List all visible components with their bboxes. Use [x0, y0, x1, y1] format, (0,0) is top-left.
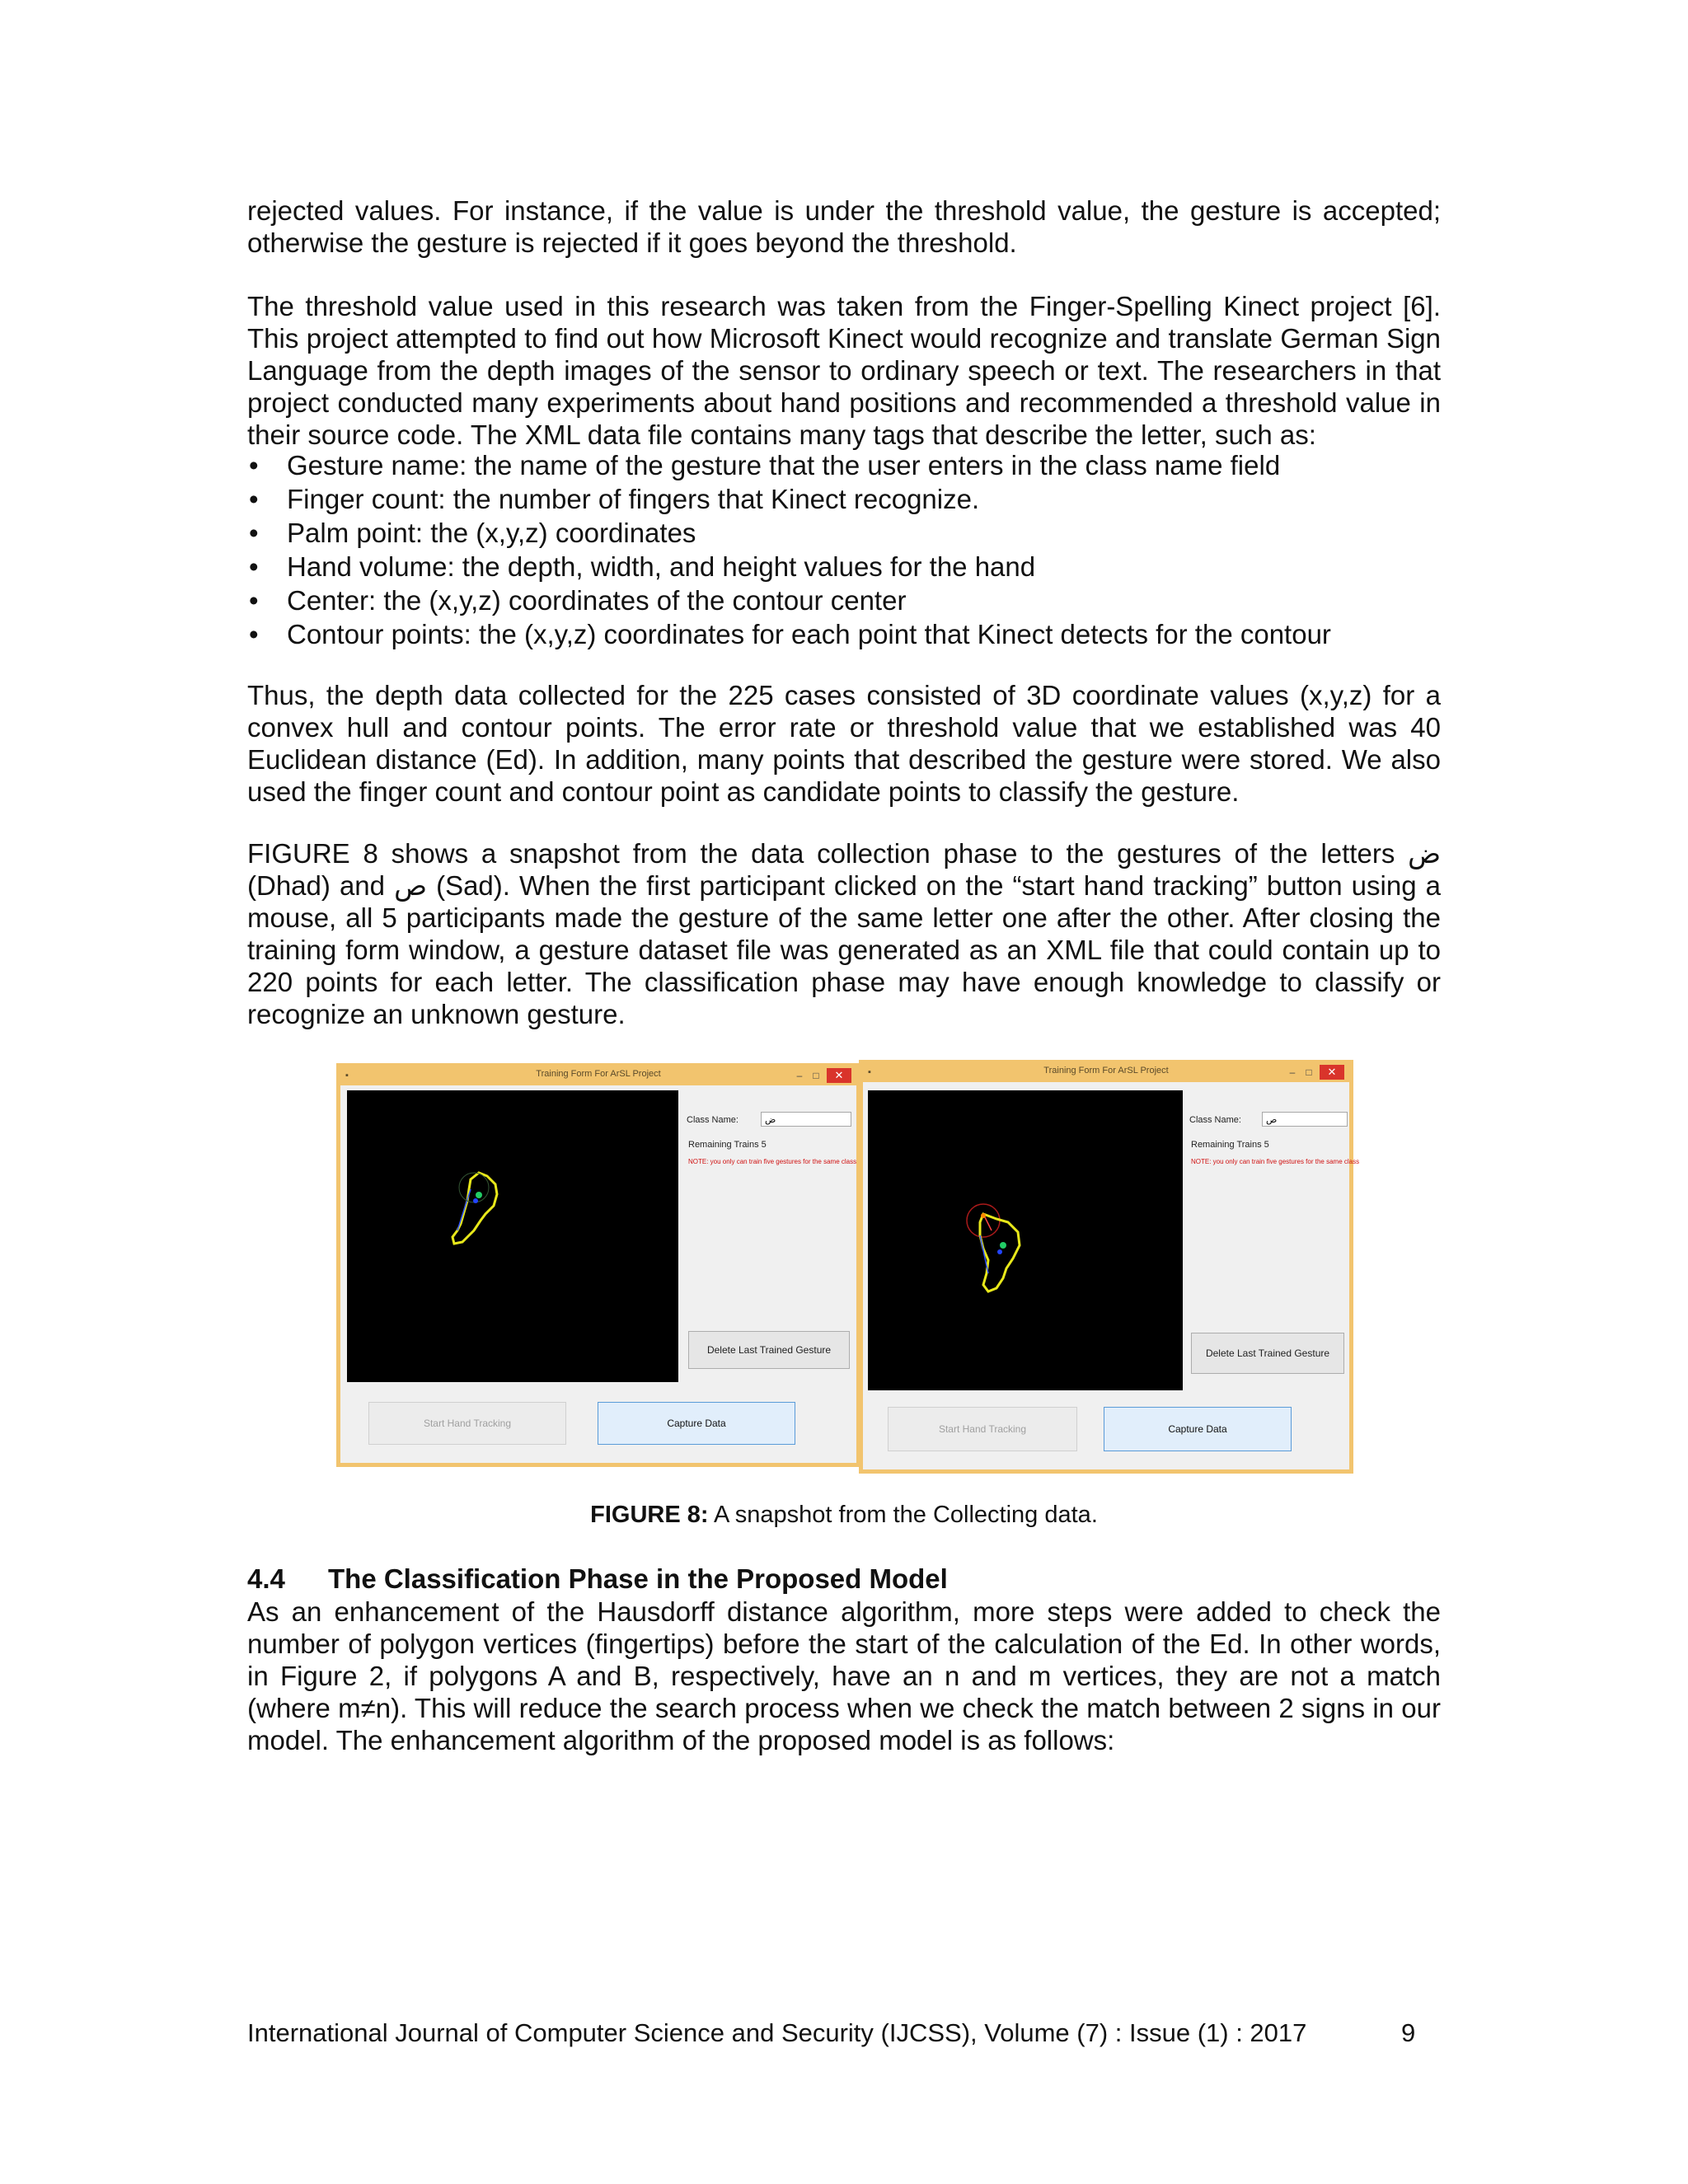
list-item: • Hand volume: the depth, width, and height values for the hand [247, 550, 1441, 583]
hand-contour-graphic [347, 1090, 678, 1382]
class-name-label: Class Name: [687, 1115, 738, 1125]
title-bar [863, 1064, 1349, 1082]
section-heading [247, 1563, 948, 1596]
palm-point [997, 1249, 1002, 1254]
list-item: • Palm point: the (x,y,z) coordinates [247, 516, 1441, 550]
list-item: • Center: the (x,y,z) coordinates of the contour center [247, 583, 1441, 617]
minimize-button[interactable]: – [796, 1070, 803, 1081]
app-icon: ▪ [868, 1067, 871, 1077]
close-button[interactable]: ✕ [827, 1068, 851, 1083]
fingertip-point [981, 1213, 986, 1218]
fingertip-circle [967, 1204, 1000, 1237]
start-hand-tracking-button[interactable]: Start Hand Tracking [888, 1407, 1077, 1451]
figure-8-screenshots [336, 1063, 1365, 1483]
title-bar [340, 1067, 856, 1085]
list-item: • Finger count: the number of fingers that Kinect recognize. [247, 482, 1441, 516]
paragraph-threshold-intro: rejected values. For instance, if the value is under the threshold value, the gesture is accepted; otherwise the gesture is rejected if it goes beyond the threshold. [247, 195, 1441, 258]
palm-point [473, 1198, 478, 1203]
hand-contour [452, 1173, 497, 1244]
capture-data-button[interactable]: Capture Data [1104, 1407, 1292, 1451]
paragraph-figure-description: FIGURE 8 shows a snapshot from the data collection phase to the gestures of the letters ض (Dhad) and ص (Sad). When the first participant clicked on the “start hand tracking” button using a mouse, all 5 participants made the gesture of the same letter one after the other. After closing the training form window, a gesture dataset file was generated as an XML file that could contain up to 220 points for each letter. The classification phase may have enough knowledge to classify or recognize an unknown gesture. [247, 838, 1442, 1029]
list-item: • Gesture name: the name of the gesture that the user enters in the class name field [247, 448, 1441, 482]
figure-caption-text: A snapshot from the Collecting data. [708, 1502, 1098, 1528]
xml-tags-list [247, 448, 1441, 651]
close-button[interactable]: ✕ [1320, 1065, 1344, 1080]
training-form-window-dhad [336, 1063, 860, 1467]
page-number: 9 [1401, 2018, 1416, 2047]
paragraph-threshold-source: The threshold value used in this research was taken from the Finger-Spelling Kinect project [6]. This project attempted to find out how Microsoft Kinect would recognize and translate German Sign Language from the depth images of the sensor to ordinary speech or text. The researchers in that project conducted many experiments about hand positions and recommended a threshold value in their source code. The XML data file contains many tags that describe the letter, such as: [247, 291, 1441, 450]
start-hand-tracking-button[interactable]: Start Hand Tracking [368, 1402, 566, 1445]
hand-contour-graphic [868, 1090, 1183, 1390]
app-icon: ▪ [345, 1071, 349, 1080]
convex-hull-line [457, 1189, 471, 1230]
window-controls [1287, 1064, 1344, 1080]
window-title: Training Form For ArSL Project [536, 1069, 661, 1079]
class-name-input[interactable]: ص [1262, 1112, 1348, 1127]
journal-footer: International Journal of Computer Science and Security (IJCSS), Volume (7) : Issue (1) : 2017 [247, 2018, 1307, 2047]
delete-last-gesture-button[interactable]: Delete Last Trained Gesture [688, 1331, 850, 1369]
remaining-trains-label: Remaining Trains 5 [1191, 1140, 1269, 1150]
depth-image-view [347, 1090, 678, 1382]
maximize-button[interactable]: □ [1306, 1066, 1312, 1078]
minimize-button[interactable]: – [1289, 1066, 1296, 1078]
section-number: 4.4 [247, 1563, 285, 1594]
figure-caption-label: FIGURE 8: [590, 1502, 709, 1528]
list-item: • Contour points: the (x,y,z) coordinates for each point that Kinect detects for the contour [247, 617, 1441, 651]
contour-center-point [1000, 1242, 1006, 1249]
contour-center-point [476, 1192, 482, 1198]
remaining-trains-label: Remaining Trains 5 [688, 1140, 767, 1150]
paragraph-enhancement: As an enhancement of the Hausdorff distance algorithm, more steps were added to check the number of polygon vertices (fingertips) before the start of the calculation of the Ed. In other words, in Figure 2, if polygons A and B, respectively, have an n and m vertices, they are not a match (where m≠n). This will reduce the search process when we check the match between 2 signs in our model. The enhancement algorithm of the proposed model is as follows: [247, 1596, 1441, 1755]
class-name-label: Class Name: [1189, 1115, 1241, 1125]
paragraph-depth-data: Thus, the depth data collected for the 225 cases consisted of 3D coordinate values (x,y,z) for a convex hull and contour points. The error rate or threshold value that we established was 40 Euclidean distance (Ed). In addition, many points that described the gesture were stored. We also used the finger count and contour point as candidate points to classify the gesture. [247, 680, 1441, 807]
training-note: NOTE: you only can train five gestures for the same class [688, 1158, 857, 1165]
capture-data-button[interactable]: Capture Data [598, 1402, 795, 1445]
section-title: The Classification Phase in the Proposed Model [328, 1563, 948, 1594]
maximize-button[interactable]: □ [813, 1070, 819, 1081]
window-controls [794, 1067, 851, 1084]
depth-image-view [868, 1090, 1183, 1390]
training-note: NOTE: you only can train five gestures for the same class [1191, 1158, 1360, 1165]
delete-last-gesture-button[interactable]: Delete Last Trained Gesture [1191, 1333, 1344, 1374]
training-form-window-sad [859, 1060, 1360, 1474]
window-title: Training Form For ArSL Project [1043, 1066, 1169, 1076]
class-name-input[interactable]: ض [761, 1112, 851, 1127]
figure-caption [0, 1500, 1688, 1530]
